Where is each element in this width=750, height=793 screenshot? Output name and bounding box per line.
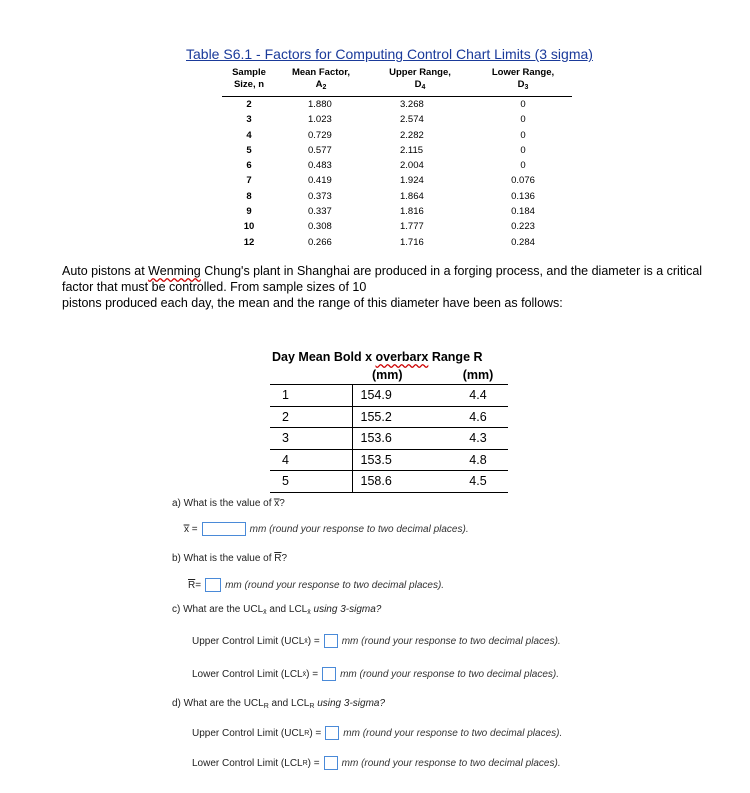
factors-cell: 0.184: [511, 206, 535, 218]
day-row: [270, 449, 508, 471]
question-a: a) What is the value of x̿?: [172, 498, 285, 509]
factors-row: [222, 204, 572, 219]
header-sample-size: Sample Size, n: [222, 66, 276, 97]
factors-cell: 12: [243, 236, 255, 248]
day-cell: 4.6: [469, 409, 487, 424]
factors-cell: 0: [520, 160, 526, 172]
factors-cell: 0.729: [308, 129, 332, 141]
answer-a-row: x̿ = mm (round your response to two decimal places).: [184, 523, 469, 535]
factors-row: [222, 128, 572, 143]
factors-row: [222, 235, 572, 250]
range-unit-header: (mm): [448, 366, 508, 385]
factors-cell: 0.136: [511, 190, 535, 202]
factors-row: [222, 219, 572, 234]
factors-row: [222, 97, 572, 113]
question-b: b) What is the value of $\overline{R}$?: [172, 553, 288, 564]
factors-cell: 1.777: [400, 221, 424, 233]
day-cell: 153.5: [360, 452, 392, 467]
day-cell: 4: [270, 449, 352, 471]
factors-cell: 8: [246, 190, 252, 202]
daily-measurements-table: [270, 348, 508, 493]
factors-cell: 0.483: [308, 160, 332, 172]
ucl-x-bar-input[interactable]: [324, 634, 338, 648]
factors-cell: 4: [246, 129, 252, 141]
factors-cell: 0.337: [308, 206, 332, 218]
factors-cell: 1.816: [400, 206, 424, 218]
header-lower-range: Lower Range, $D_3$: [474, 66, 572, 97]
day-cell: 1: [270, 385, 352, 407]
factors-cell: 0.308: [308, 221, 332, 233]
header-mean-factor: Mean Factor, $A_2$: [276, 66, 366, 97]
factors-cell: 0.076: [511, 175, 535, 187]
factors-table-body: [222, 97, 572, 250]
factors-table: [222, 66, 572, 250]
day-cell: 155.2: [360, 409, 392, 424]
answer-c-lcl-row: Lower Control Limit (LCL x̄ ) = mm (round your response to two decimal places).: [192, 668, 560, 680]
x-double-bar-input[interactable]: [202, 522, 246, 536]
day-cell: 4.3: [469, 431, 487, 446]
factors-cell: 0.577: [308, 144, 332, 156]
factors-row: [222, 173, 572, 188]
day-cell: 3: [270, 428, 352, 450]
factors-row: [222, 158, 572, 173]
factors-cell: 2.574: [400, 114, 424, 126]
problem-statement: Auto pistons at Wenming Chung's plant in Shanghai are produced in a forging process, and the diameter is a critical factor that must be controlled. From sample sizes of 10 pistons produced each day, the mean and the range of this diameter have been as follows:: [62, 264, 703, 310]
misspelled-word: Wenming: [148, 264, 201, 278]
factors-cell: 0.223: [511, 221, 535, 233]
factors-cell: 10: [243, 221, 255, 233]
factors-cell: 2.004: [400, 160, 424, 172]
ucl-r-input[interactable]: [325, 726, 339, 740]
factors-row: [222, 189, 572, 204]
factors-cell: 0.284: [511, 236, 535, 248]
day-cell: 158.6: [360, 474, 392, 489]
factors-cell: 0: [520, 129, 526, 141]
days-table-header: Day Mean Bold x overbarx Range R: [272, 350, 483, 364]
factors-cell: 0.266: [308, 236, 332, 248]
answer-c-ucl-row: Upper Control Limit (UCL x̄ ) = mm (round your response to two decimal places).: [192, 635, 561, 647]
factors-cell: 3: [246, 114, 252, 126]
mean-unit-header: (mm): [352, 366, 448, 385]
answer-b-row: $\overline{R}$ = mm (round your response to two decimal places).: [188, 579, 445, 591]
day-row: [270, 406, 508, 428]
factors-cell: 2.115: [400, 144, 424, 156]
factors-cell: 0.373: [308, 190, 332, 202]
factors-cell: 7: [246, 175, 252, 187]
factors-cell: 1.023: [308, 114, 332, 126]
answer-d-lcl-row: Lower Control Limit (LCL R ) = mm (round your response to two decimal places).: [192, 757, 561, 769]
factors-cell: 0: [520, 114, 526, 126]
day-row: [270, 385, 508, 407]
day-cell: 4.4: [469, 388, 487, 402]
factors-cell: 0: [520, 99, 526, 110]
day-row: [270, 471, 508, 493]
factors-cell: 0.419: [308, 175, 332, 187]
factors-cell: 1.864: [400, 190, 424, 202]
factors-cell: 1.716: [400, 236, 424, 248]
r-bar-input[interactable]: [205, 578, 221, 592]
factors-table-title[interactable]: Table S6.1 - Factors for Computing Control Chart Limits (3 sigma): [186, 46, 593, 62]
question-c: c) What are the $UCL_{x̄}$ and $LCL_{x̄}$ using 3-sigma?: [172, 604, 382, 616]
factors-row: [222, 143, 572, 158]
day-cell: 4.5: [469, 474, 487, 489]
question-d: d) What are the $UCL_R$ and $LCL_R$ using 3-sigma?: [172, 698, 386, 710]
lcl-x-bar-input[interactable]: [322, 667, 336, 681]
day-cell: 5: [270, 471, 352, 493]
lcl-r-input[interactable]: [324, 756, 338, 770]
factors-cell: 9: [246, 206, 252, 218]
day-cell: 153.6: [360, 431, 392, 446]
day-cell: 154.9: [360, 388, 392, 402]
factors-cell: 1.880: [308, 99, 332, 110]
factors-cell: 3.268: [400, 99, 424, 110]
factors-cell: 1.924: [400, 175, 424, 187]
day-cell: 4.8: [469, 452, 487, 467]
header-upper-range: Upper Range, $D_4$: [366, 66, 474, 97]
days-table-body: [270, 385, 508, 493]
factors-cell: 0: [520, 144, 526, 156]
answer-d-ucl-row: Upper Control Limit (UCL R ) = mm (round your response to two decimal places).: [192, 727, 563, 739]
factors-cell: 2.282: [400, 129, 424, 141]
factors-cell: 6: [246, 160, 252, 172]
day-cell: 2: [270, 406, 352, 428]
factors-row: [222, 112, 572, 127]
factors-cell: 5: [246, 144, 252, 156]
factors-cell: 2: [246, 99, 252, 110]
day-row: [270, 428, 508, 450]
